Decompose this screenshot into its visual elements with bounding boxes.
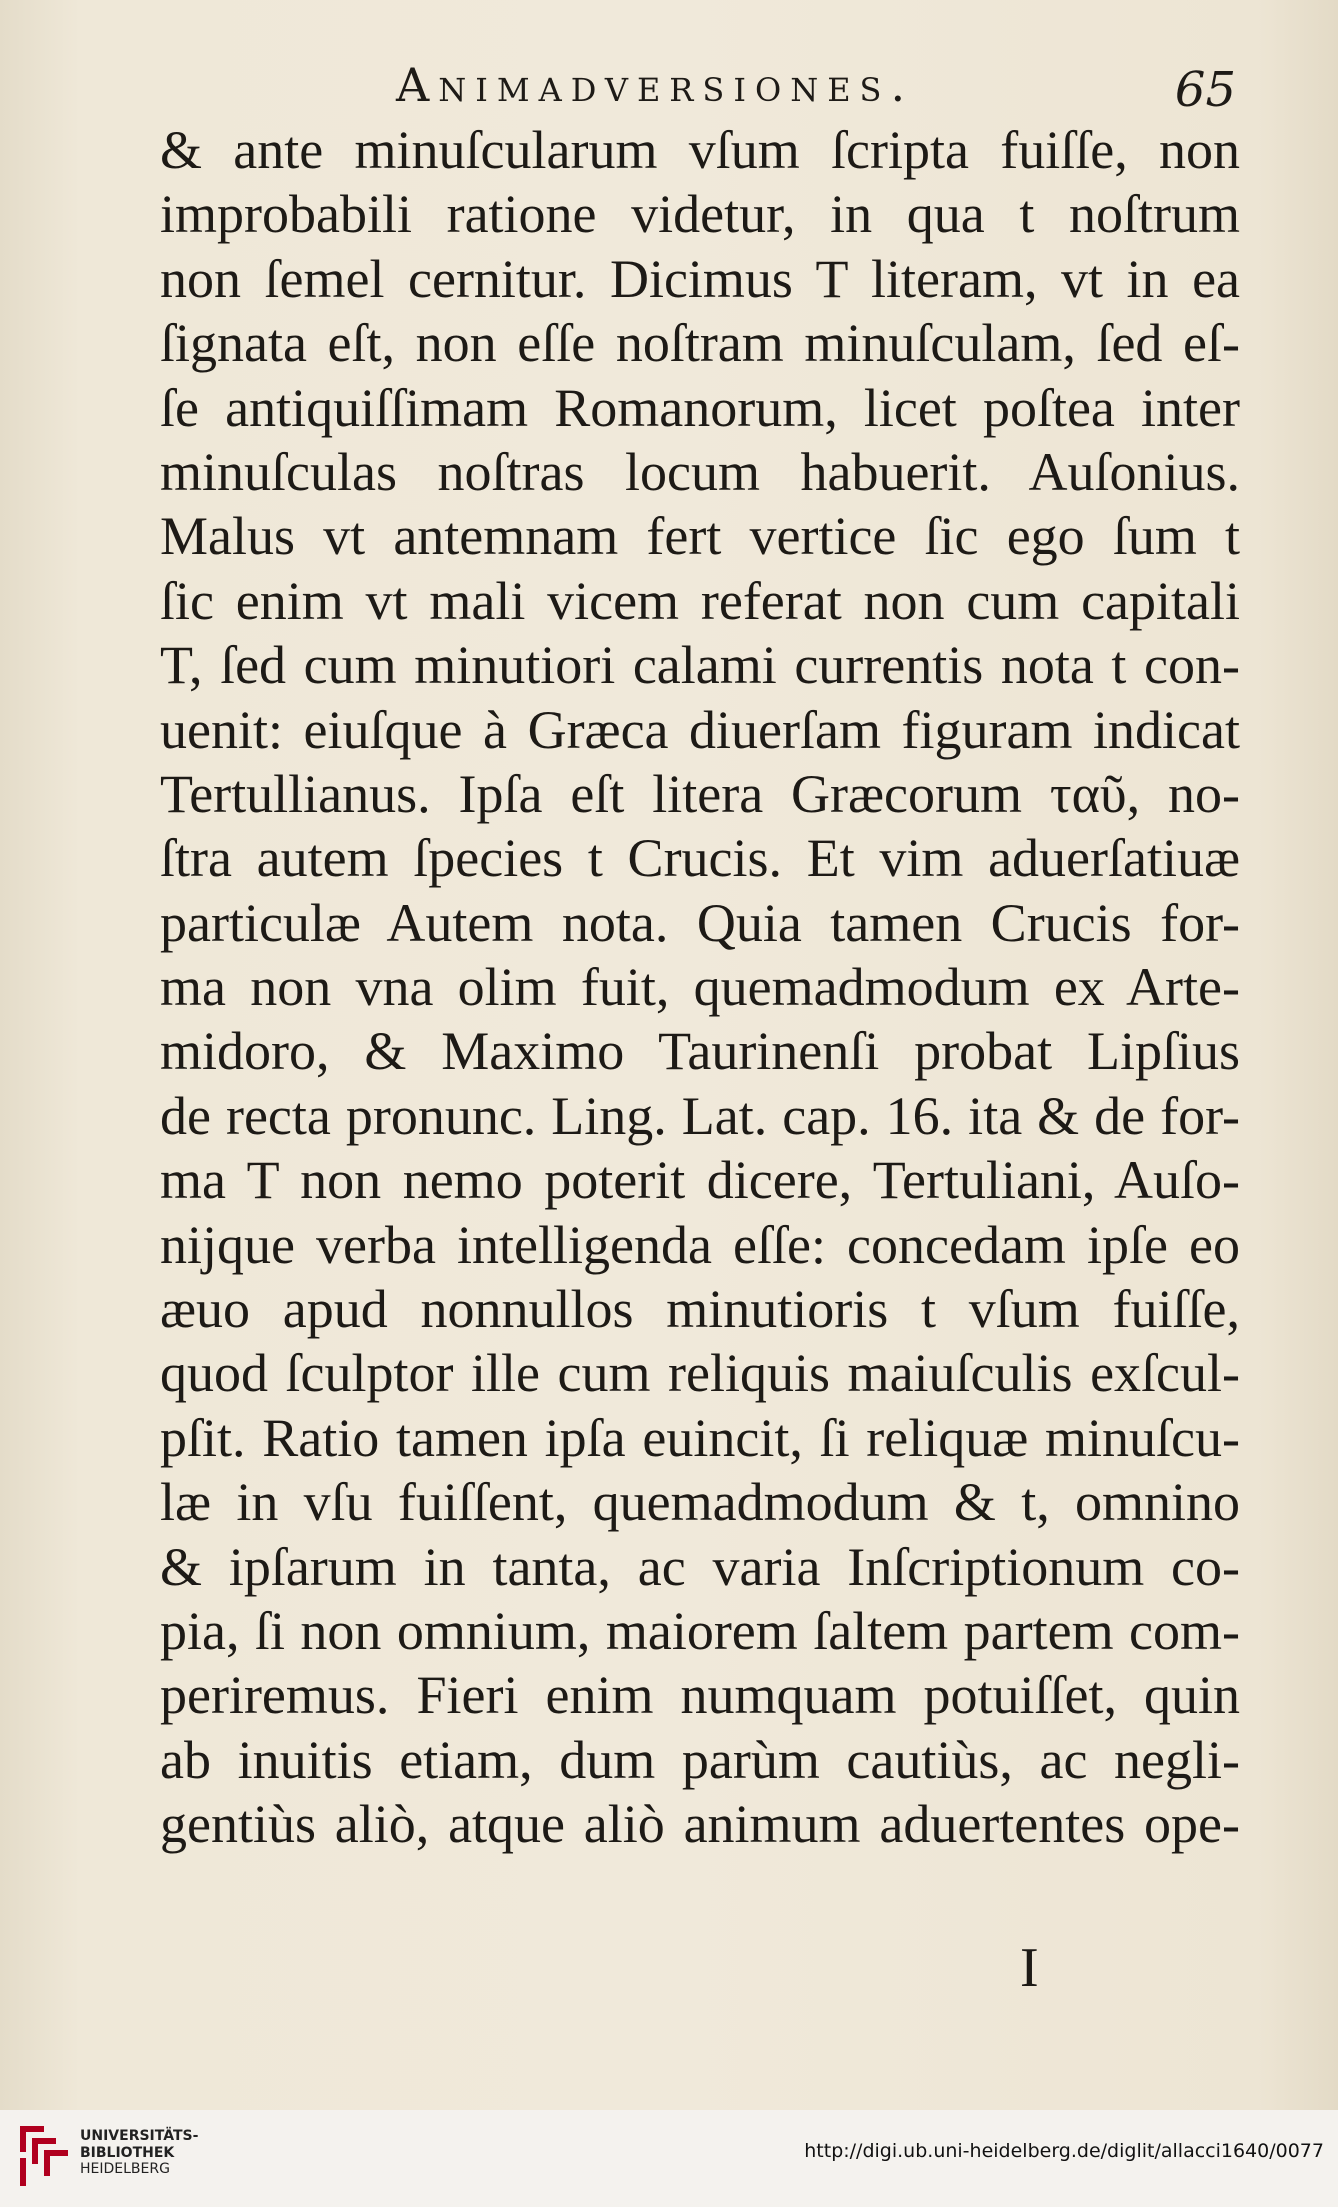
text-line: ab inuitis etiam, dum parùm cautiùs, ac negli- (160, 1729, 1240, 1790)
text-line: pſit. Ratio tamen ipſa euincit, ſi reliquæ minuſcu- (160, 1407, 1240, 1468)
library-name (80, 2128, 198, 2178)
text-line: improbabili ratione videtur, in qua t noſtrum (160, 184, 1240, 245)
source-url-link[interactable]: http://digi.ub.uni-heidelberg.de/diglit/allacci1640/0077 (804, 2140, 1324, 2162)
text-line: minuſculas noſtras locum habuerit. Auſonius. (160, 441, 1240, 502)
text-line: non ſemel cernitur. Dicimus T literam, vt in ea (160, 248, 1240, 309)
text-line: ſe antiquiſſimam Romanorum, licet poſtea inter (160, 377, 1240, 438)
page-header (160, 58, 1250, 118)
text-line: periremus. Fieri enim numquam potuiſſet, quin (160, 1665, 1240, 1726)
text-line: uenit: eiuſque à Græca diuerſam figuram indicat (160, 699, 1240, 760)
text-line: gentiùs aliò, atque aliò animum aduertentes ope- (160, 1794, 1240, 1855)
text-line: Tertullianus. Ipſa eſt litera Græcorum ταῦ, no- (160, 763, 1240, 824)
text-line: ma non vna olim fuit, quemadmodum ex Arte- (160, 957, 1240, 1018)
text-line: & ante minuſcularum vſum ſcripta fuiſſe, non (160, 120, 1240, 180)
text-line: de recta pronunc. Ling. Lat. cap. 16. ita & de for- (160, 1085, 1240, 1146)
library-name-line: HEIDELBERG (80, 2161, 170, 2177)
text-line: læ in vſu fuiſſent, quemadmodum & t, omnino (160, 1472, 1240, 1533)
text-line: Malus vt antemnam fert vertice ſic ego ſum t (160, 506, 1240, 567)
text-line: particulæ Autem nota. Quia tamen Crucis for- (160, 892, 1240, 953)
text-line: pia, ſi non omnium, maiorem ſaltem partem com- (160, 1600, 1240, 1661)
signature-mark: I (1020, 1937, 1039, 1999)
page-number: 65 (1174, 62, 1236, 118)
text-line: T, ſed cum minutiori calami currentis nota t con- (160, 635, 1240, 696)
running-head: Animadversiones. (396, 58, 915, 112)
text-line: æuo apud nonnullos minutioris t vſum fuiſſe, (160, 1279, 1240, 1340)
text-line: ſignata eſt, non eſſe noſtram minuſculam, ſed eſ- (160, 313, 1240, 374)
text-line: ma T non nemo poterit dicere, Tertuliani, Auſo- (160, 1150, 1240, 1211)
library-logo-icon (14, 2124, 72, 2188)
text-line: quod ſculptor ille cum reliquis maiuſculis exſcul- (160, 1343, 1240, 1404)
text-line: nijque verba intelligenda eſſe: concedam ipſe eo (160, 1214, 1240, 1275)
library-name-line: UNIVERSITÄTS- (80, 2128, 199, 2144)
text-line: ſtra autem ſpecies t Crucis. Et vim aduerſatiuæ (160, 828, 1240, 889)
body-text (160, 118, 1240, 1857)
footer-bar (0, 2110, 1338, 2207)
text-line: & ipſarum in tanta, ac varia Inſcriptionum co- (160, 1536, 1240, 1597)
text-line: ſic enim vt mali vicem referat non cum capitali (160, 570, 1240, 631)
library-name-line: BIBLIOTHEK (80, 2144, 175, 2161)
text-line: midoro, & Maximo Taurinenſi probat Lipſius (160, 1021, 1240, 1082)
